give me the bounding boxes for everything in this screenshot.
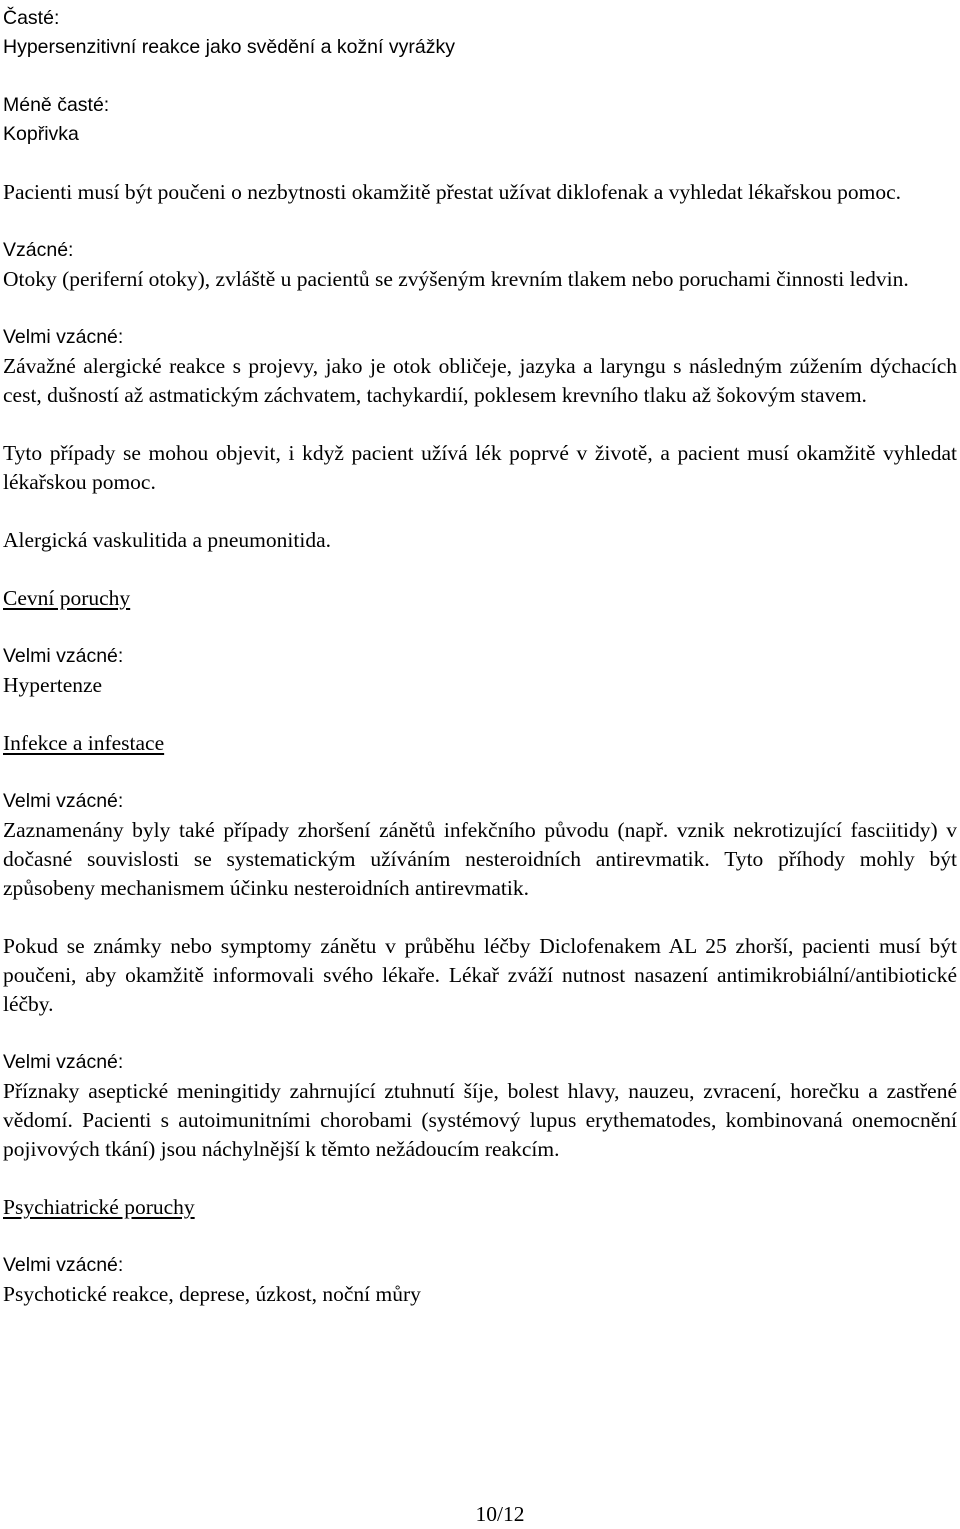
frequency-label-very-rare: Velmi vzácné: [3,326,124,348]
frequency-label-very-rare: Velmi vzácné: [3,645,124,667]
section-vascular-very-rare [3,642,957,700]
hypertension-text: Hypertenze [3,673,103,697]
heading-vascular-disorders: Cevní poruchy [3,586,131,610]
section-very-rare-allergic [3,323,957,410]
frequency-label-very-rare: Velmi vzácné: [3,1051,124,1073]
infection-worsening-text: Zaznamenány byly také případy zhoršení zánětů infekčního původu (např. vznik nekrotizující fasciitidy) v dočasné souvislosti se systematickým užíváním nesteroidních antirevmatik. Tyto příhody mohly být způsobeny mechanismem účinku nesteroidních antirevmatik. [3,818,957,900]
section-rare [3,236,957,294]
section-uncommon [3,91,957,149]
frequency-label-rare: Vzácné: [3,239,74,261]
vasculitis-paragraph: Alergická vaskulitida a pneumonitida. [3,528,331,552]
frequency-label-uncommon: Méně časté: [3,94,110,116]
rare-reactions-text: Otoky (periferní otoky), zvláště u pacientů se zvýšeným krevním tlakem nebo poruchami činnosti ledvin. [3,267,909,291]
psychotic-reactions-text: Psychotické reakce, deprese, úzkost, noční můry [3,1282,421,1306]
section-meningitis-very-rare [3,1048,957,1164]
severe-allergic-reactions-text: Závažné alergické reakce s projevy, jako je otok obličeje, jazyka a laryngu s následným zúžením dýchacích cest, dušností až astmatickým záchvatem, tachykardií, poklesem krevního tlaku až šokovým stavem. [3,354,957,407]
infection-signs-paragraph: Pokud se známky nebo symptomy zánětu v průběhu léčby Diclofenakem AL 25 zhorší, pacienti musí být poučeni, aby okamžitě informovali svého lékaře. Lékař zváží nutnost nasazení antimikrobiální/antibiotické léčby. [3,934,957,1016]
first-use-cases-paragraph: Tyto případy se mohou objevit, i když pacient užívá lék poprvé v životě, a pacient musí okamžitě vyhledat lékařskou pomoc. [3,441,957,494]
section-psychiatric-very-rare [3,1251,957,1309]
heading-infections: Infekce a infestace [3,731,165,755]
document-body [3,4,957,1338]
aseptic-meningitis-text: Příznaky aseptické meningitidy zahrnující ztuhnutí šíje, bolest hlavy, nauzeu, zvracení, horečku a zastřené vědomí. Pacienti s autoimunitními chorobami (systémový lupus erythematodes, kombinovaná onemocnění pojivových tkání) jsou náchylnější k těmto nežádoucím reakcím. [3,1079,957,1161]
uncommon-reactions-text: Kopřivka [3,123,79,145]
frequency-label-common: Časté: [3,7,60,29]
frequency-label-very-rare: Velmi vzácné: [3,1254,124,1276]
frequency-label-very-rare: Velmi vzácné: [3,790,124,812]
heading-psychiatric-disorders: Psychiatrické poruchy [3,1195,195,1219]
page-number: 10/12 [475,1502,525,1526]
section-common [3,4,957,62]
patients-instruction-paragraph: Pacienti musí být poučeni o nezbytnosti okamžitě přestat užívat diklofenak a vyhledat lékařskou pomoc. [3,180,901,204]
section-infections-very-rare [3,787,957,903]
common-reactions-text: Hypersenzitivní reakce jako svědění a kožní vyrážky [3,36,455,58]
